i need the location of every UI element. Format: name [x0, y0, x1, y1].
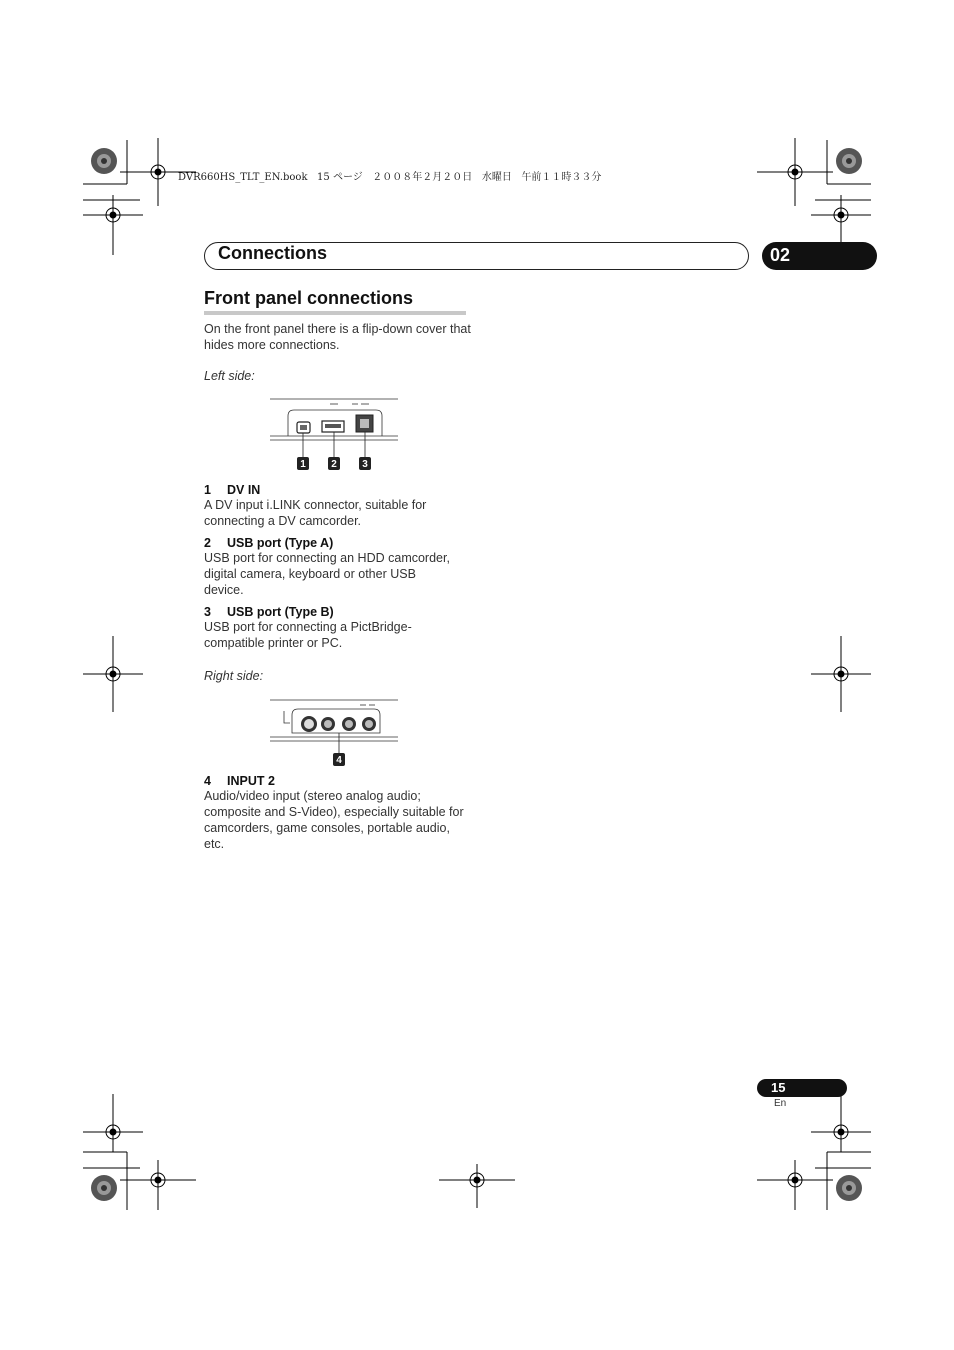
item-number: 2: [204, 536, 211, 550]
print-slug: DVR660HS_TLT_EN.book 15 ページ ２００８年２月２０日 水曜日 午前１１時３３分: [178, 172, 602, 183]
item-dv-in: [204, 483, 469, 529]
item-description: USB port for connecting an HDD camcorder, digital camera, keyboard or other USB device.: [204, 551, 450, 597]
page-number: 15: [771, 1080, 786, 1095]
section-title: Front panel connections: [204, 288, 414, 308]
callout-1: 1: [300, 459, 306, 470]
item-description: Audio/video input (stereo analog audio; composite and S-Video), especially suitable for camcorders, game consoles, portable audio, etc.: [204, 789, 464, 851]
section-rule: [204, 311, 466, 315]
left-panel-diagram: [268, 396, 403, 472]
chapter-number-badge: [762, 242, 877, 270]
callout-4: 4: [336, 755, 342, 766]
item-description: USB port for connecting a PictBridge-compatible printer or PC.: [204, 620, 412, 650]
item-description: A DV input i.LINK connector, suitable for connecting a DV camcorder.: [204, 498, 427, 528]
callout-2: 2: [331, 459, 337, 470]
item-usb-type-b: [204, 605, 444, 651]
page-language: En: [774, 1098, 787, 1109]
page-number-badge: [757, 1079, 847, 1097]
item-number: 3: [204, 605, 211, 619]
item-title: DV IN: [227, 483, 261, 497]
item-title: USB port (Type A): [227, 536, 334, 550]
callout-3: 3: [362, 459, 368, 470]
chapter-number: 02: [770, 245, 791, 265]
chapter-title: Connections: [218, 243, 328, 263]
right-side-label: Right side:: [204, 669, 264, 683]
right-panel-diagram: [268, 697, 403, 769]
item-title: INPUT 2: [227, 774, 275, 788]
item-number: 1: [204, 483, 211, 497]
item-number: 4: [204, 774, 211, 788]
item-usb-type-a: [204, 536, 454, 598]
item-input-2: [204, 774, 466, 852]
left-side-label: Left side:: [204, 369, 255, 383]
item-title: USB port (Type B): [227, 605, 334, 619]
intro-paragraph: On the front panel there is a flip-down cover that hides more connections.: [204, 322, 471, 352]
